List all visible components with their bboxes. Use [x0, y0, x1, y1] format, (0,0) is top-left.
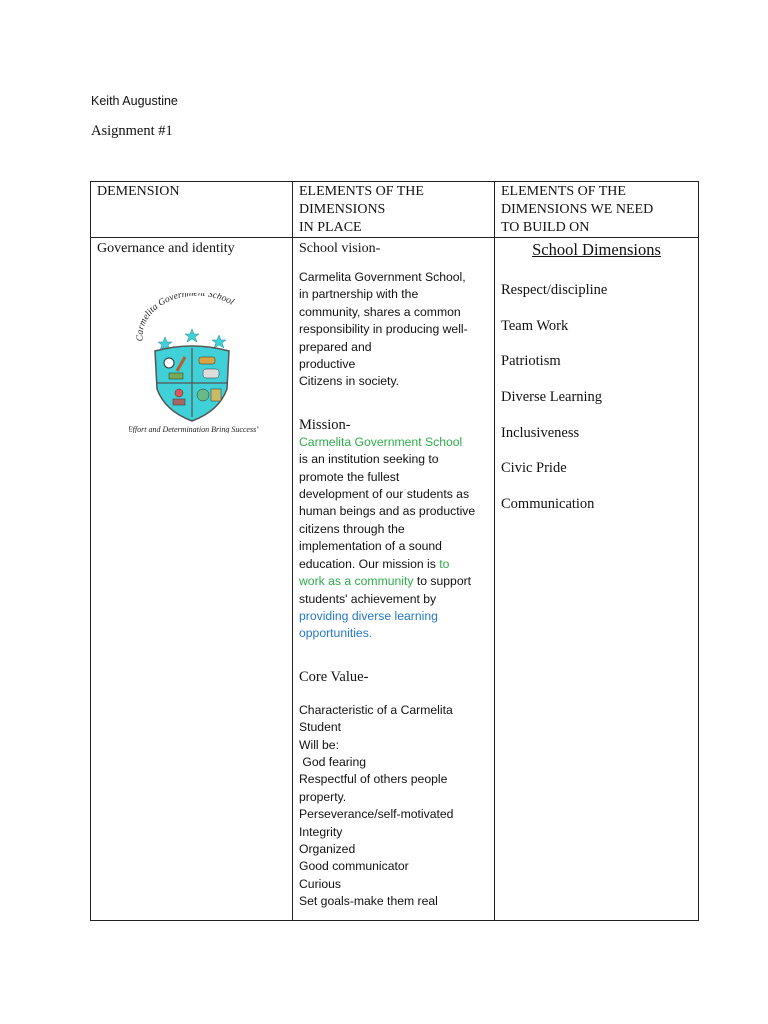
mission-line: is an institution seeking to — [299, 452, 439, 467]
mission-diverse-line: providing diverse learning — [299, 608, 438, 623]
core-value-label: Core Value- — [299, 668, 369, 685]
assignment-title: Asignment #1 — [91, 123, 173, 139]
dimension-item: Inclusiveness — [501, 424, 580, 441]
vision-line: Citizens in society. — [299, 374, 400, 389]
header-line: IN PLACE — [299, 220, 362, 235]
vision-line: Carmelita Government School, — [299, 270, 466, 284]
mission-to-text: to — [439, 556, 450, 571]
mission-diverse-line: opportunities. — [299, 626, 373, 641]
mission-edu-text: education. Our mission is — [299, 556, 440, 571]
core-line: Good communicator — [299, 859, 409, 874]
dimension-item: Communication — [501, 496, 595, 513]
header-line: ELEMENTS OF THE — [501, 184, 626, 199]
school-logo — [129, 293, 259, 433]
core-line: Perseverance/self-motivated — [299, 807, 454, 822]
mission-line — [299, 556, 488, 573]
mission-line: citizens through the — [299, 521, 405, 536]
core-line: Respectful of others people — [299, 772, 448, 787]
dimension-cell — [91, 238, 293, 921]
author-name: Keith Augustine — [91, 94, 178, 108]
school-crest-icon — [129, 293, 259, 433]
dimension-item: Respect/discipline — [501, 282, 608, 298]
vision-line: productive — [299, 357, 356, 372]
header-elements-to-build — [495, 182, 699, 238]
core-line: Characteristic of a Carmelita — [299, 702, 453, 717]
core-line: God fearing — [299, 754, 367, 769]
mission-community-text: work as a community — [299, 574, 414, 589]
core-line: Student — [299, 720, 342, 735]
core-line: Integrity — [299, 824, 343, 839]
vision-line: prepared and — [299, 339, 372, 354]
mission-line: promote the fullest — [299, 469, 400, 484]
logo-motto: "Effort and Determination Bring Success" — [129, 425, 259, 433]
header-line: ELEMENTS OF THE — [299, 184, 424, 199]
header-line: TO BUILD ON — [501, 220, 590, 235]
mission-school-name: Carmelita Government School — [299, 434, 463, 449]
vision-line: in partnership with the — [299, 287, 419, 302]
core-line: Set goals-make them real — [299, 894, 438, 909]
elements-to-build-cell — [495, 238, 699, 921]
mission-line: students' achievement by — [299, 591, 437, 606]
header-line: DIMENSIONS — [299, 202, 386, 217]
dimension-item: Team Work — [501, 317, 569, 334]
mission-line: implementation of a sound — [299, 539, 442, 554]
header-dimension: DEMENSION — [91, 182, 293, 238]
vision-text — [299, 269, 488, 391]
mission-label: Mission- — [299, 416, 351, 433]
school-dimensions-title: School Dimensions — [532, 240, 661, 259]
dimension-item: Civic Pride — [501, 460, 567, 477]
logo-arc-text: Carmelita Government School — [135, 293, 236, 342]
header-elements-in-place — [293, 182, 495, 238]
dimension-item: Diverse Learning — [501, 389, 603, 406]
core-line: Organized — [299, 841, 356, 856]
core-value-list — [299, 702, 488, 911]
mission-line: development of our students as — [299, 487, 470, 502]
core-line: property. — [299, 789, 347, 804]
mission-line — [299, 573, 488, 590]
header-line: DIMENSIONS WE NEED — [501, 202, 654, 217]
elements-in-place-cell — [293, 238, 495, 921]
core-line: Will be: — [299, 737, 339, 752]
vision-line: responsibility in producing well- — [299, 322, 468, 337]
mission-text — [299, 434, 488, 643]
vision-label: School vision- — [299, 241, 381, 256]
mission-line: human beings and as productive — [299, 504, 476, 519]
table-header-row — [91, 182, 699, 238]
mission-support-text: to support — [413, 574, 472, 589]
dimensions-table — [90, 181, 699, 921]
dimension-item: Patriotism — [501, 353, 561, 370]
vision-line: community, shares a common — [299, 304, 461, 319]
table-row — [91, 238, 699, 921]
core-line: Curious — [299, 876, 341, 891]
dimension-name: Governance and identity — [97, 241, 235, 256]
